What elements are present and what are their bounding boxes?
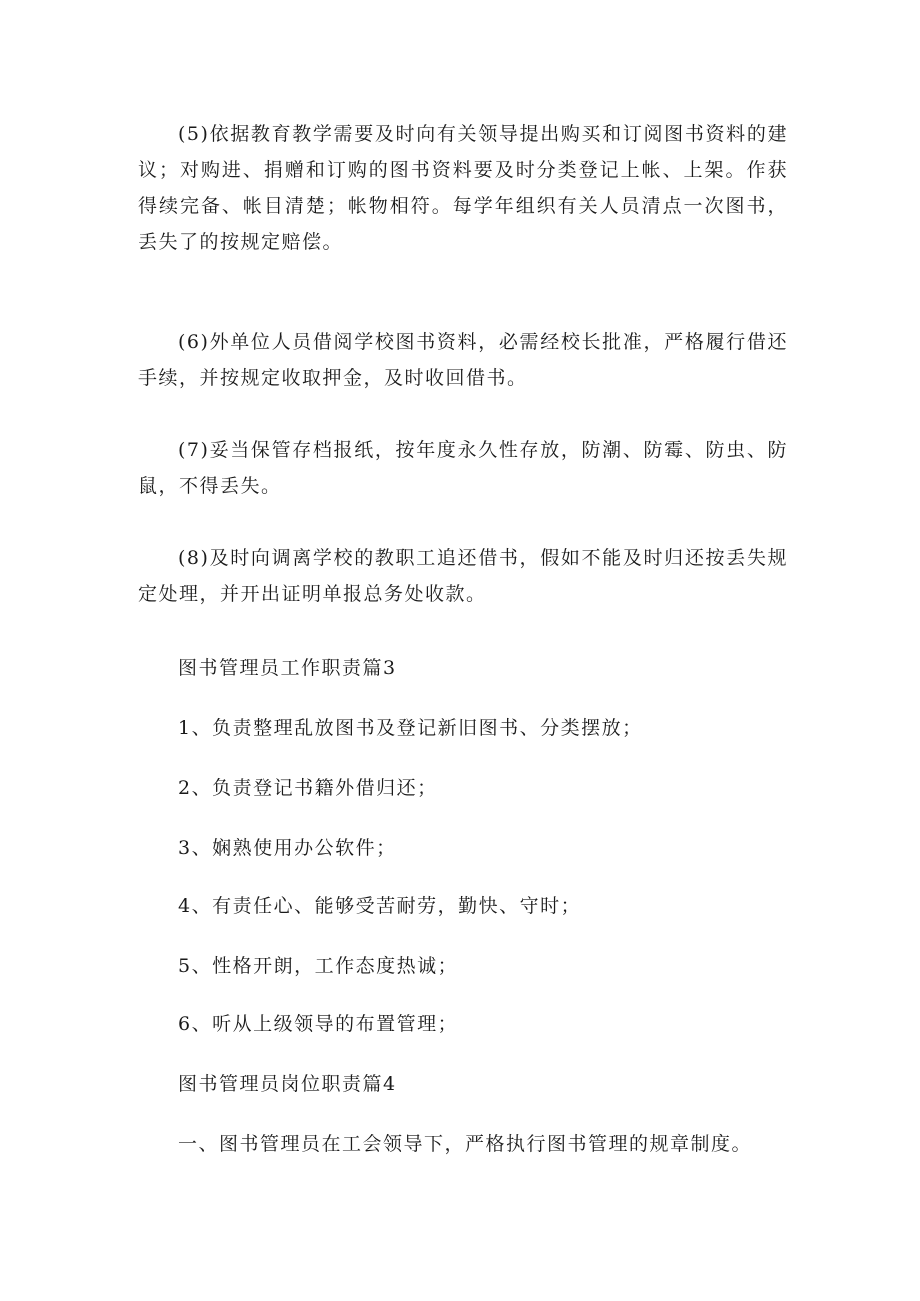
list-item: 1、负责整理乱放图书及登记新旧图书、分类摆放； [178,717,643,739]
list-item: 6、听从上级领导的布置管理； [178,1013,459,1035]
paragraph-item-8: (8)及时向调离学校的教职工追还借书，假如不能及时归还按丢失规定处理，并开出证明单报总务处收款。 [138,547,788,605]
list-item: 5、性格开朗，工作态度热诚； [178,955,459,977]
paragraph-item-7: (7)妥当保管存档报纸，按年度永久性存放，防潮、防霉、防虫、防鼠，不得丢失。 [138,439,788,497]
section-heading-4: 图书管理员岗位职责篇4 [178,1073,397,1095]
list-item: 4、有责任心、能够受苦耐劳，勤快、守时； [178,895,582,917]
list-item: 2、负责登记书籍外借归还； [178,777,438,799]
section-heading-3: 图书管理员工作职责篇3 [178,657,397,679]
paragraph-item-5: (5)依据教育教学需要及时向有关领导提出购买和订阅图书资料的建议；对购进、捐赠和订购的图书资料要及时分类登记上帐、上架。作获得续完备、帐目清楚；帐物相符。每学年组织有关人员清点一次图书，丢失了的按规定赔偿。 [138,123,788,253]
list-item: 3、娴熟使用办公软件； [178,837,397,859]
paragraph-item-6: (6)外单位人员借阅学校图书资料，必需经校长批准，严格履行借还手续，并按规定收取押金，及时收回借书。 [138,331,788,389]
list-item: 一、图书管理员在工会领导下，严格执行图书管理的规章制度。 [178,1133,753,1155]
